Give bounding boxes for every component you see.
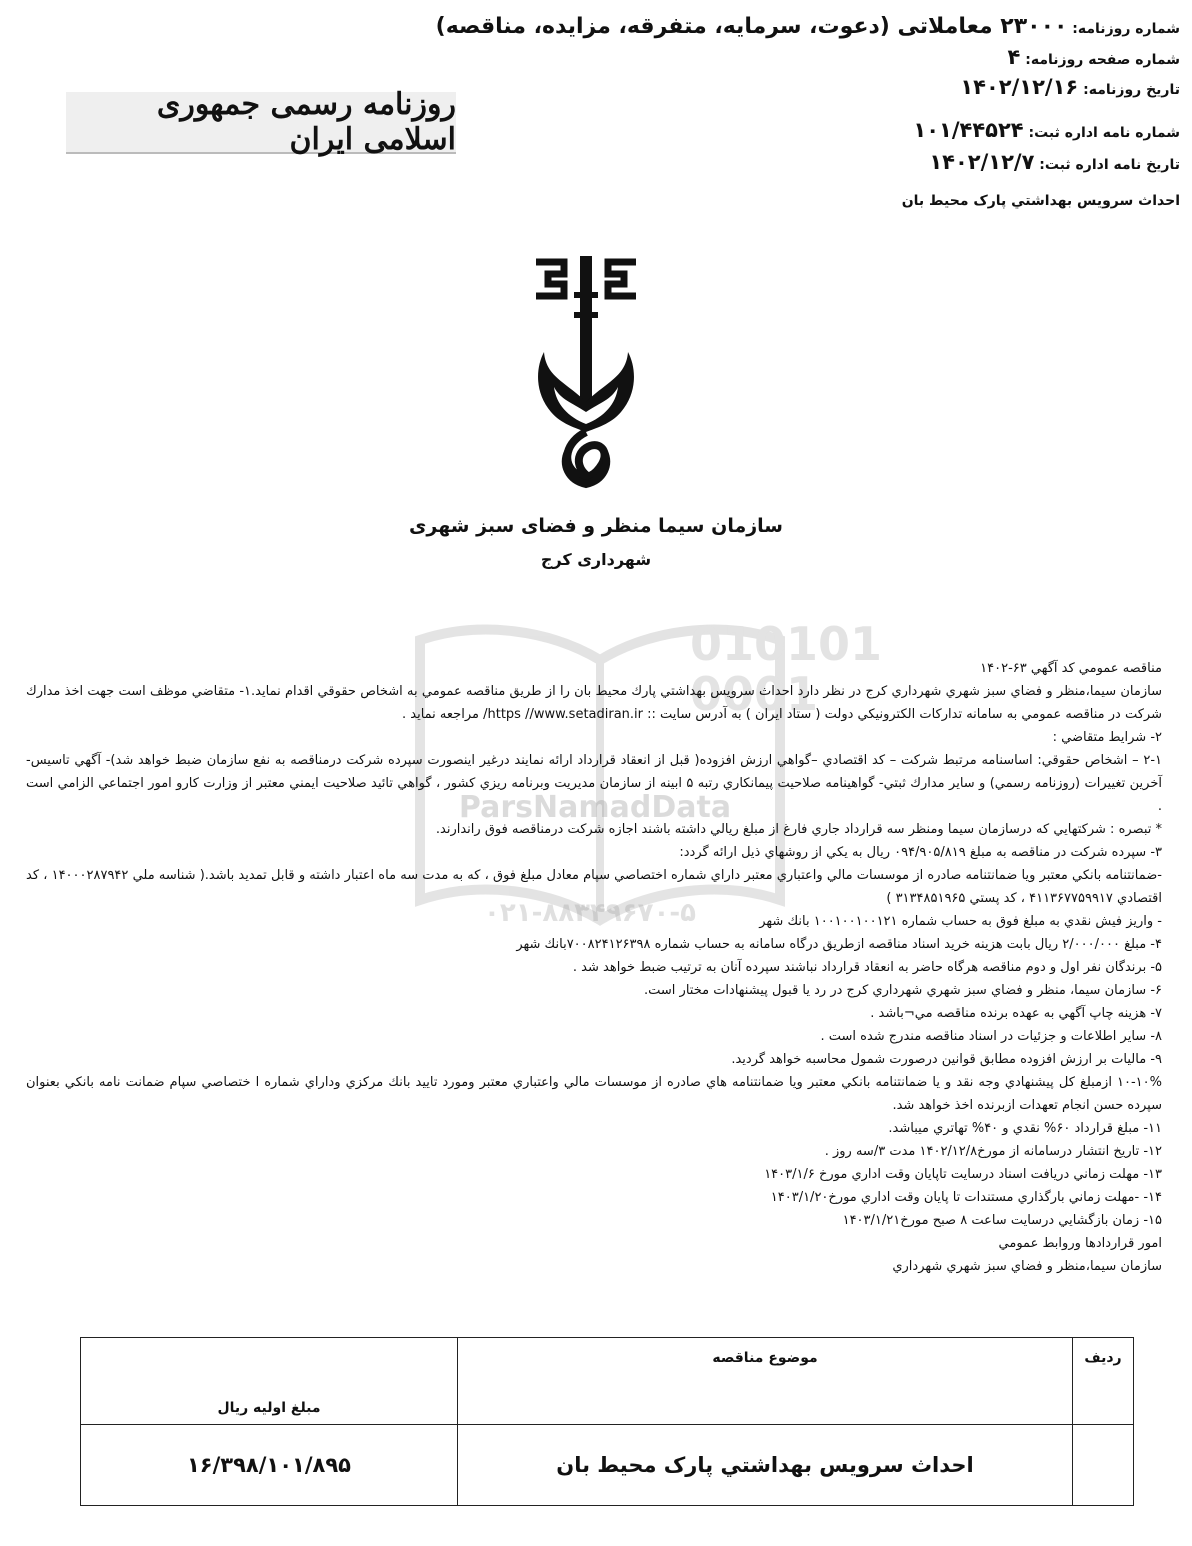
date-value: ۱۴۰۲/۱۲/۱۶ [960,75,1079,99]
tender-notice-body [26,657,1162,1278]
letter-number-label: شماره نامه اداره ثبت: [1028,125,1180,141]
letter-date-value: ۱۴۰۲/۱۲/۷ [929,150,1035,174]
svg-text:010101: 010101 [690,617,883,671]
body-line: امور قراردادها وروابط عمومي [998,1236,1162,1251]
body-line: ۲-۱ – اشخاص حقوقي: اساسنامه مرتبط شركت – كد اقتصادي –گواهي ارزش افزوده( قبل از انعقاد قرارداد ارائه نمايند درغير اينصورت سپرده شركت درمناقصه به نفع سازمان ضبط خواهد شد)- آگهي تاسيس-آخرين تغييرات (روزنامه رسمي) و ساير مدارك ثبتي- گواهينامه صلاحيت پيمانكاري رتبه ۵ ابينه از سازمان مديريت وبرنامه ريزي كشور ، گواهي تائيد صلاحيت ايمني معتبر از وزارت كارو امور اجتماعي الزامي است . [26,753,1162,814]
organization-parent: شهرداری کرج [540,550,652,569]
body-line: ۵- برندگان نفر اول و دوم مناقصه هرگاه حاضر به انعقاد قرارداد نباشند سپرده آنان به ترتيب ضبط خواهد شد . [572,960,1162,975]
body-line: ۸- ساير اطلاعات و جزئيات در اسناد مناقصه مندرج شده است . [820,1029,1162,1044]
organization-name: سازمان سیما منظر و فضای سبز شهری [409,515,783,537]
header-row-no: رديف [1073,1338,1134,1425]
notice-title: احداث سرويس بهداشتي پارک محيط بان [901,193,1180,209]
watermark-brand: ParsNamadData [458,790,732,825]
body-line: ۳- سپرده شركت در مناقصه به مبلغ ۰۹۴/۹۰۵/۸۱۹ ريال به يكي از روشهاي ذيل ارائه گردد: [679,845,1162,860]
cell-row-no [1073,1425,1134,1506]
issue-number-line [420,14,1180,39]
header-amount: مبلغ اوليه ريال [81,1338,458,1425]
body-line: ۷- هزينه چاپ آگهي به عهده برنده مناقصه مي¬باشد . [870,1006,1162,1021]
letter-number-value: ۱۰۱/۴۴۵۲۴ [913,118,1024,142]
issue-value: ۲۳۰۰۰ معاملاتی (دعوت، سرمایه، متفرقه، مزایده، مناقصه) [435,14,1068,39]
body-line: - واريز فيش نقدي به مبلغ فوق به حساب شماره ۱۰۰۱۰۰۱۰۰۱۲۱ بانك شهر [759,914,1162,929]
organization-logo-icon [506,252,666,492]
body-line: ۹- ماليات بر ارزش افزوده مطابق قوانين درصورت شمول محاسبه خواهد گرديد. [731,1052,1162,1067]
letter-date-line [913,150,1180,174]
table-row [81,1425,1134,1506]
body-line: -ضمانتنامه بانكي معتبر ويا ضمانتنامه صادره از موسسات مالي واعتباري معتبر داراي شماره اختصاصي سپام معادل مبلغ فوق ، كه به مدت سه ماه اعتبار داشته و قابل تمديد باشد.( شناسه ملي ۱۴۰۰۰۲۸۷۹۴۲ ، كد اقتصادي ۴۱۱۳۶۷۷۵۹۹۱۷ ، كد پستي ۳۱۳۴۸۵۱۹۶۵ ) [26,868,1162,906]
issue-label: شماره روزنامه: [1072,21,1180,37]
watermark-phone: ۰۲۱-۸۸۳۴۹۶۷۰-۵ [483,898,696,928]
newspaper-header [420,14,1180,105]
header-subject: موضوع مناقصه [458,1338,1073,1425]
registration-info [913,118,1180,182]
body-line: ۱۰-۱۰% ازمبلغ كل پيشنهادي وجه نقد و يا ضمانتنامه بانكي معتبر ويا ضمانتنامه هاي صادره از موسسات مالي واعتباري معتبر ومورد تاييد بانك مركزي وداراي شماره ا ختصاصي سپام ضمانت نامه بانكي بعنوان سپرده حسن انجام تعهدات ازبرنده اخذ خواهد شد. [26,1075,1162,1113]
tender-table [80,1337,1134,1506]
cell-subject: احداث سرويس بهداشتي پارک محيط بان [458,1425,1073,1506]
body-line: * تبصره : شركتهايي كه درسازمان سيما ومنظر سه قرارداد جاري فارغ از مبلغ ريالي داشته باشند اجازه شركت درمناقصه فوق راندارند. [435,822,1162,837]
body-line: ۱۱- مبلغ قرارداد ۶۰% نقدي و ۴۰% تهاتري ميباشد. [888,1121,1162,1136]
page-label: شماره صفحه روزنامه: [1025,52,1180,68]
cell-amount: ۱۶/۳۹۸/۱۰۱/۸۹۵ [81,1425,458,1506]
page-value: ۴ [1007,45,1021,69]
body-line: ۴- مبلغ ۲/۰۰۰/۰۰۰ ريال بابت هزينه خريد اسناد مناقصه ازطريق درگاه سامانه به حساب شماره ۷۰۰۸۲۴۱۲۶۳۹۸بانك شهر [516,937,1162,952]
body-line: ۱۴- -مهلت زماني بارگذاري مستندات تا پايان وقت اداري مورخ۱۴۰۳/۱/۲۰ [770,1190,1162,1205]
body-line: ۲- شرايط متقاضي : [1052,730,1162,745]
letter-number-line [913,118,1180,142]
body-line: ۱۲- تاريخ انتشار درسامانه از مورخ۱۴۰۲/۱۲/۸ مدت ۳/سه روز . [824,1144,1162,1159]
body-line: سازمان سيما،منظر و فضاي سبز شهري شهرداري [892,1259,1162,1274]
body-line: ۱۵- زمان بازگشايي درسايت ساعت ۸ صبح مورخ۱۴۰۳/۱/۲۱ [842,1213,1162,1228]
body-line: ۱۳- مهلت زماني دريافت اسناد درسايت تاپايان وقت اداري مورخ ۱۴۰۳/۱/۶ [764,1167,1162,1182]
date-label: تاریخ روزنامه: [1083,82,1180,98]
issue-date-line [420,75,1180,99]
official-gazette-masthead: روزنامه رسمی جمهوری اسلامی ایران [66,92,456,154]
page-number-line [420,45,1180,69]
letter-date-label: تاریخ نامه اداره ثبت: [1039,157,1180,173]
svg-text:0001: 0001 [690,667,819,721]
body-line: سازمان سيما،منظر و فضاي سبز شهري شهرداري كرج در نظر دارد احداث سرويس بهداشتي پارك محيط بان را از طريق مناقصه عمومي به اشخاص حقوقي اقدام نمايد.۱- متقاضي موظف است جهت اخذ مدارك شركت در مناقصه عمومي به سامانه تداركات الكترونيكي دولت ( ستاد ايران ) به آدرس سايت :: https //www.setadiran.ir/ مراجعه نمايد . [26,684,1162,722]
body-line: مناقصه عمومي كد آگهي ۶۳-۱۴۰۲ [980,661,1162,676]
table-header-row [81,1338,1134,1425]
body-line: ۶- سازمان سيما، منظر و فضاي سبز شهري شهرداري كرج در رد يا قبول پيشنهادات مختار است. [644,983,1162,998]
